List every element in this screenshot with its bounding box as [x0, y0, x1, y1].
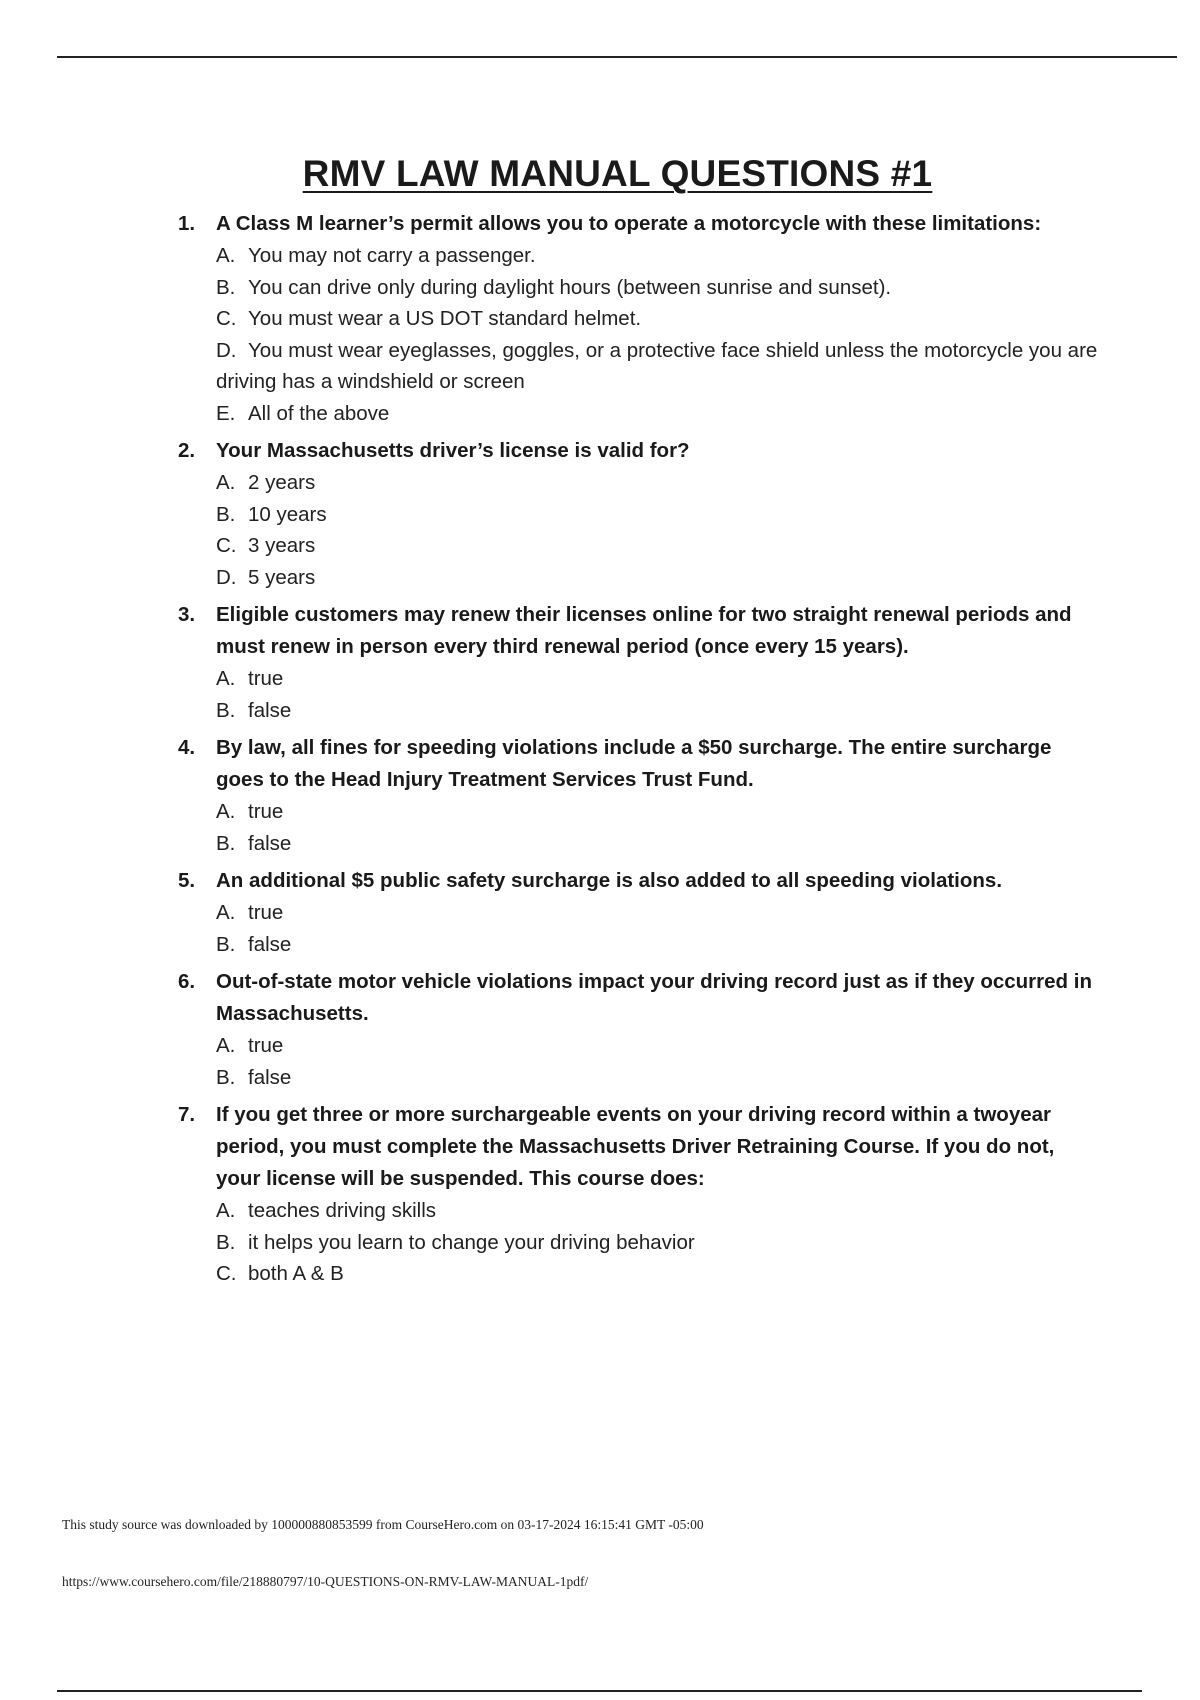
answer-option — [216, 929, 1098, 961]
question-header — [178, 966, 1098, 1030]
download-source-note: This study source was downloaded by 100000880853599 from CourseHero.com on 03-17-2024 16:15:41 GMT -05:00 — [62, 1517, 704, 1532]
question-number: 7. — [178, 1103, 196, 1126]
option-letter: B. — [216, 698, 236, 722]
option-text: 3 years — [248, 534, 316, 557]
answer-option — [216, 530, 1098, 562]
option-text: true — [248, 1034, 284, 1057]
option-letter: A. — [216, 667, 236, 690]
option-letter: B. — [216, 502, 236, 526]
question-7 — [178, 1099, 1098, 1290]
option-letter: E. — [216, 401, 236, 425]
bottom-divider — [57, 1690, 1142, 1692]
answer-option — [216, 1195, 1098, 1227]
question-2 — [178, 435, 1098, 593]
option-letter: D. — [216, 565, 237, 589]
question-header — [178, 1099, 1098, 1195]
question-4 — [178, 732, 1098, 859]
source-url: https://www.coursehero.com/file/218880797/10-QUESTIONS-ON-RMV-LAW-MANUAL-1pdf/ — [62, 1574, 589, 1589]
option-text: both A & B — [248, 1262, 344, 1285]
option-letter: C. — [216, 534, 237, 557]
question-number: 1. — [178, 212, 196, 235]
page-title: RMV LAW MANUAL QUESTIONS #1 — [302, 153, 933, 194]
answer-option — [216, 499, 1098, 531]
question-text: A Class M learner’s permit allows you to operate a motorcycle with these limitations: — [216, 212, 1042, 235]
option-text: You can drive only during daylight hours (between sunrise and sunset). — [248, 275, 892, 299]
question-number: 3. — [178, 603, 196, 626]
option-text: You must wear a US DOT standard helmet. — [248, 307, 642, 330]
option-letter: A. — [216, 901, 236, 924]
question-text: If you get three or more surchargeable events on your driving record within a twoyear period, you must complete the Massachusetts Driver Retraining Course. If you do not, your license will be suspended. This course does: — [216, 1103, 1055, 1190]
option-text: false — [248, 932, 292, 956]
answer-option — [216, 562, 1098, 594]
option-list — [178, 796, 1098, 859]
option-list — [178, 1195, 1098, 1290]
answer-option — [216, 796, 1098, 828]
option-letter: A. — [216, 800, 236, 823]
question-6 — [178, 966, 1098, 1093]
question-number: 5. — [178, 869, 196, 892]
option-text: You must wear eyeglasses, goggles, or a protective face shield unless the motorcycle you are driving has a windshield or screen — [216, 338, 1098, 393]
option-list — [178, 663, 1098, 726]
question-header — [178, 435, 1098, 467]
option-letter: A. — [216, 244, 236, 267]
option-list — [178, 1030, 1098, 1093]
question-text: Eligible customers may renew their licenses online for two straight renewal periods and must renew in person every third renewal period (once every 15 years). — [216, 603, 1072, 658]
answer-option — [216, 828, 1098, 860]
option-list — [178, 240, 1098, 429]
question-number: 2. — [178, 439, 196, 462]
option-text: false — [248, 1065, 292, 1089]
option-text: teaches driving skills — [248, 1199, 436, 1222]
question-number: 4. — [178, 736, 196, 759]
option-text: All of the above — [248, 401, 390, 425]
option-letter: D. — [216, 338, 237, 362]
question-header — [178, 599, 1098, 663]
option-list — [178, 467, 1098, 593]
top-divider — [57, 56, 1177, 58]
option-text: 10 years — [248, 502, 327, 526]
question-text: An additional $5 public safety surcharge is also added to all speeding violations. — [216, 869, 1003, 892]
question-header — [178, 865, 1098, 897]
question-list — [178, 208, 1098, 1296]
question-text: Out-of-state motor vehicle violations impact your driving record just as if they occurred in Massachusetts. — [216, 970, 1092, 1025]
option-text: false — [248, 698, 292, 722]
answer-option — [216, 695, 1098, 727]
option-text: true — [248, 800, 284, 823]
option-text: true — [248, 901, 284, 924]
option-letter: B. — [216, 932, 236, 956]
answer-option — [216, 1030, 1098, 1062]
answer-option — [216, 663, 1098, 695]
option-letter: B. — [216, 1065, 236, 1089]
answer-option — [216, 335, 1098, 398]
answer-option — [216, 303, 1098, 335]
option-letter: B. — [216, 1230, 236, 1254]
option-text: 2 years — [248, 471, 316, 494]
question-header — [178, 732, 1098, 796]
option-text: it helps you learn to change your driving behavior — [248, 1230, 695, 1254]
question-text: Your Massachusetts driver’s license is valid for? — [216, 439, 690, 462]
option-letter: B. — [216, 831, 236, 855]
question-1 — [178, 208, 1098, 429]
question-text: By law, all fines for speeding violations include a $50 surcharge. The entire surcharge goes to the Head Injury Treatment Services Trust Fund. — [216, 736, 1052, 791]
question-3 — [178, 599, 1098, 726]
option-letter: A. — [216, 1034, 236, 1057]
question-5 — [178, 865, 1098, 960]
option-list — [178, 897, 1098, 960]
answer-option — [216, 398, 1098, 430]
option-text: You may not carry a passenger. — [248, 244, 536, 267]
option-text: true — [248, 667, 284, 690]
option-letter: C. — [216, 307, 237, 330]
option-letter: A. — [216, 1199, 236, 1222]
answer-option — [216, 1227, 1098, 1259]
question-header — [178, 208, 1098, 240]
answer-option — [216, 1062, 1098, 1094]
question-number: 6. — [178, 970, 196, 993]
answer-option — [216, 467, 1098, 499]
answer-option — [216, 272, 1098, 304]
option-letter: B. — [216, 275, 236, 299]
answer-option — [216, 897, 1098, 929]
option-text: false — [248, 831, 292, 855]
option-text: 5 years — [248, 565, 316, 589]
answer-option — [216, 240, 1098, 272]
answer-option — [216, 1258, 1098, 1290]
option-letter: A. — [216, 471, 236, 494]
option-letter: C. — [216, 1262, 237, 1285]
